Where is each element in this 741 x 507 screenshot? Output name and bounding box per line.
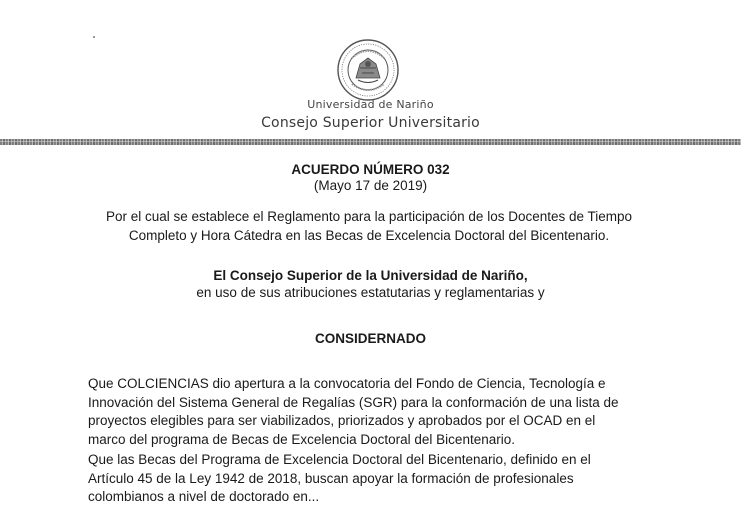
paragraph-line: Innovación del Sistema General de Regalías (SGR) para la conformación de una lista de <box>88 394 619 410</box>
paragraph-line: Que las Becas del Programa de Excelencia Doctoral del Bicentenario, definido en el <box>88 452 591 467</box>
paragraph-line: proyectos elegibles para ser viabilizados, priorizados y aprobados por el OCAD en el <box>88 413 596 429</box>
summary-line: Completo y Hora Cátedra en las Becas de Excelencia Doctoral del Bicentenario. <box>128 227 610 243</box>
agreement-title: ACUERDO NÚMERO 032 <box>291 162 450 177</box>
agreement-date: (Mayo 17 de 2019) <box>313 178 428 193</box>
header-rule <box>0 139 741 145</box>
summary-line: Por el cual se establece el Reglamento para la participación de los Docentes de Tiempo <box>105 209 633 224</box>
paragraph-line: Artículo 45 de la Ley 1942 de 2018, buscan apoyar la formación de profesionales <box>88 470 574 486</box>
university-seal-icon <box>336 38 400 102</box>
issuer-powers: en uso de sus atribuciones estatutarias y reglamentarias y <box>196 285 545 300</box>
council-name: Consejo Superior Universitario <box>261 115 480 131</box>
scan-speck <box>93 36 95 38</box>
consideration-paragraph <box>88 375 650 449</box>
university-name: Universidad de Nariño <box>307 98 434 111</box>
section-heading: CONSIDERNADO <box>314 331 426 346</box>
paragraph-line: colombianos a nivel de doctorado en... <box>88 489 320 505</box>
consideration-paragraph <box>88 451 650 507</box>
paragraph-line: marco del programa de Becas de Excelencia Doctoral del Bicentenario. <box>88 431 515 447</box>
summary-paragraph <box>88 208 650 245</box>
issuer-name: El Consejo Superior de la Universidad de Nariño, <box>213 268 528 283</box>
paragraph-line: Que COLCIENCIAS dio apertura a la convocatoria del Fondo de Ciencia, Tecnología e <box>88 376 606 391</box>
